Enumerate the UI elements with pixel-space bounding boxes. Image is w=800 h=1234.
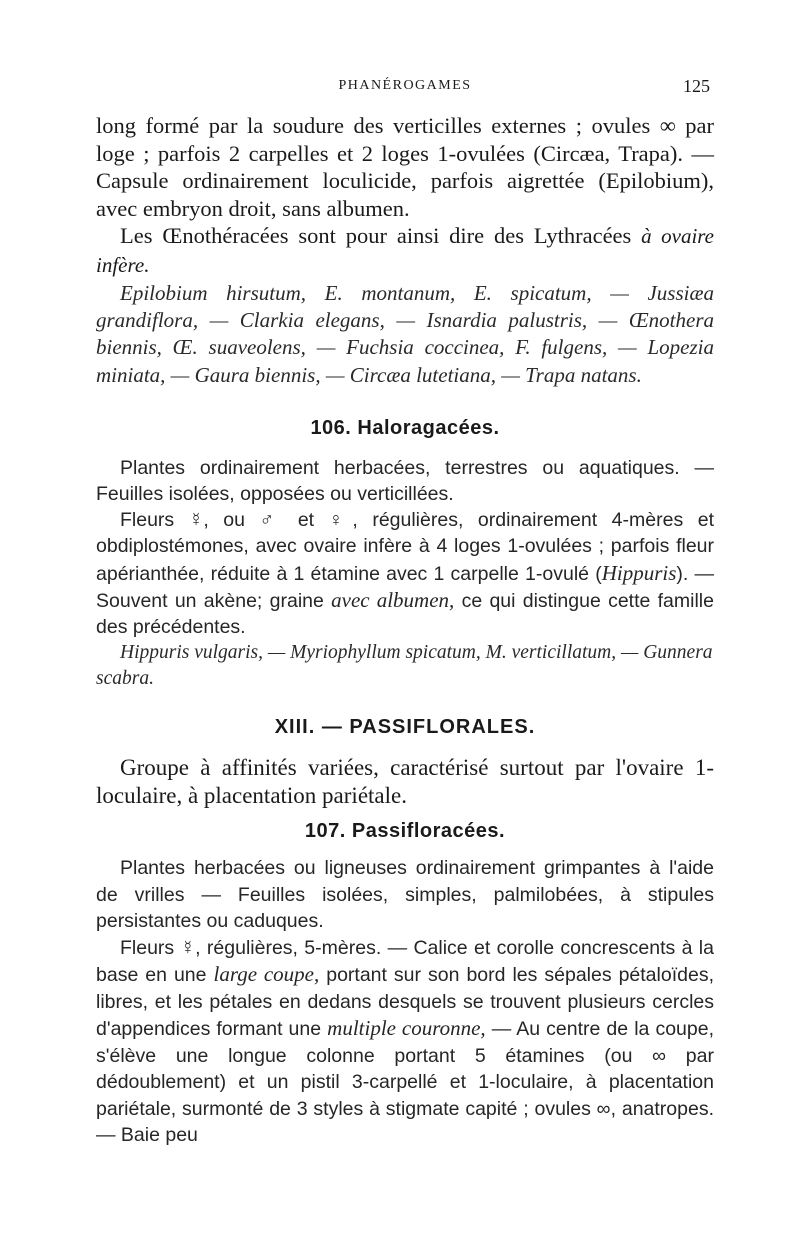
flower-text-c: ce qui distingue cette famille des précédentes. <box>96 589 714 638</box>
flower-text-b: ). — Souvent un akène; graine <box>96 562 714 612</box>
p107-text-c: — Au centre de la coupe, s'élève une longue colonne portant 5 étamines (ou ∞ par dédoublement) et un pistil 3-carpellé et 1-loculaire, à placentation pariétale, surmonté de 3 styles à stigmate capité ; ovules ∞, anatropes. — Baie peu <box>96 1018 714 1147</box>
section-title-haloragacees: 106. Haloragacées. <box>310 417 500 440</box>
running-header <box>96 78 714 102</box>
page-body <box>96 112 714 1149</box>
passifloracees-flower-paragraph <box>96 935 714 1149</box>
comparison-text: Les Œnothéracées sont pour ainsi dire des Lythracées <box>120 223 642 249</box>
hippuris-ref: Hippuris <box>601 560 677 585</box>
species-list-oenotheraceae: Epilobium hirsutum, E. montanum, E. spicatum, — Jussiæa grandiflora, — Clarkia elegans, — Isnardia palustris, — Œnothera biennis, Œ. suaveolens, — Fuchsia coccinea, F. fulgens, — Lopezia miniata, — Gaura biennis, — Circæa lutetiana, — Trapa natans. <box>96 280 714 387</box>
multiple-couronne-emphasis: multiple couronne, <box>327 1016 486 1041</box>
large-coupe-emphasis: large coupe, <box>213 962 320 987</box>
haloragacees-flower-paragraph <box>96 507 714 640</box>
section-title-passifloracees: 107. Passifloracées. <box>304 819 506 842</box>
p107-text-a: Fleurs ☿, régulières, 5-mères. — Calice et corolle concrescents à la base en une <box>96 936 714 987</box>
haloragacees-habit-paragraph: Plantes ordinairement herbacées, terrestres ou aquatiques. — Feuilles isolées, opposées ou verticillées. <box>96 456 714 505</box>
running-title: PHANÉROGAMES <box>338 78 472 93</box>
page-number: 125 <box>683 76 710 96</box>
comparison-paragraph <box>96 222 714 279</box>
flower-text-a: Fleurs ☿, ou ♂ et ♀, régulières, ordinairement 4-mères et obdiplostémones, avec ovaire infère à 4 loges 1-ovulées ; parfois fleur apérianthée, réduite à 1 étamine avec 1 carpelle 1-ovulé ( <box>96 509 714 585</box>
ovary-emphasis: à ovaire infère. <box>96 224 715 277</box>
p107-text-b: portant sur son bord les sépales pétaloïdes, libres, et les pétales en dedans desquels se trouvent plusieurs cercles d'appendices formant une <box>96 964 714 1041</box>
albumen-emphasis: avec albumen, <box>331 587 455 612</box>
intro-paragraph: long formé par la soudure des verticilles externes ; ovules ∞ par loge ; parfois 2 carpelles et 2 loges 1-ovulées (Circæa, Trapa). — Capsule ordinairement loculicide, parfois aigrettée (Epilobium), avec embryon droit, sans albumen. <box>96 113 714 221</box>
species-list-haloragacees: Hippuris vulgaris, — Myriophyllum spicatum, M. verticillatum, — Gunnera scabra. <box>96 642 713 690</box>
passifloracees-habit-paragraph: Plantes herbacées ou ligneuses ordinairement grimpantes à l'aide de vrilles — Feuilles isolées, simples, palmilobées, à stipules persistantes ou caduques. <box>96 857 714 933</box>
group-title-passiflorales: XIII. — PASSIFLORALES. <box>274 716 536 739</box>
group-description: Groupe à affinités variées, caractérisé surtout par l'ovaire 1-loculaire, à placentation pariétale. <box>96 754 714 808</box>
